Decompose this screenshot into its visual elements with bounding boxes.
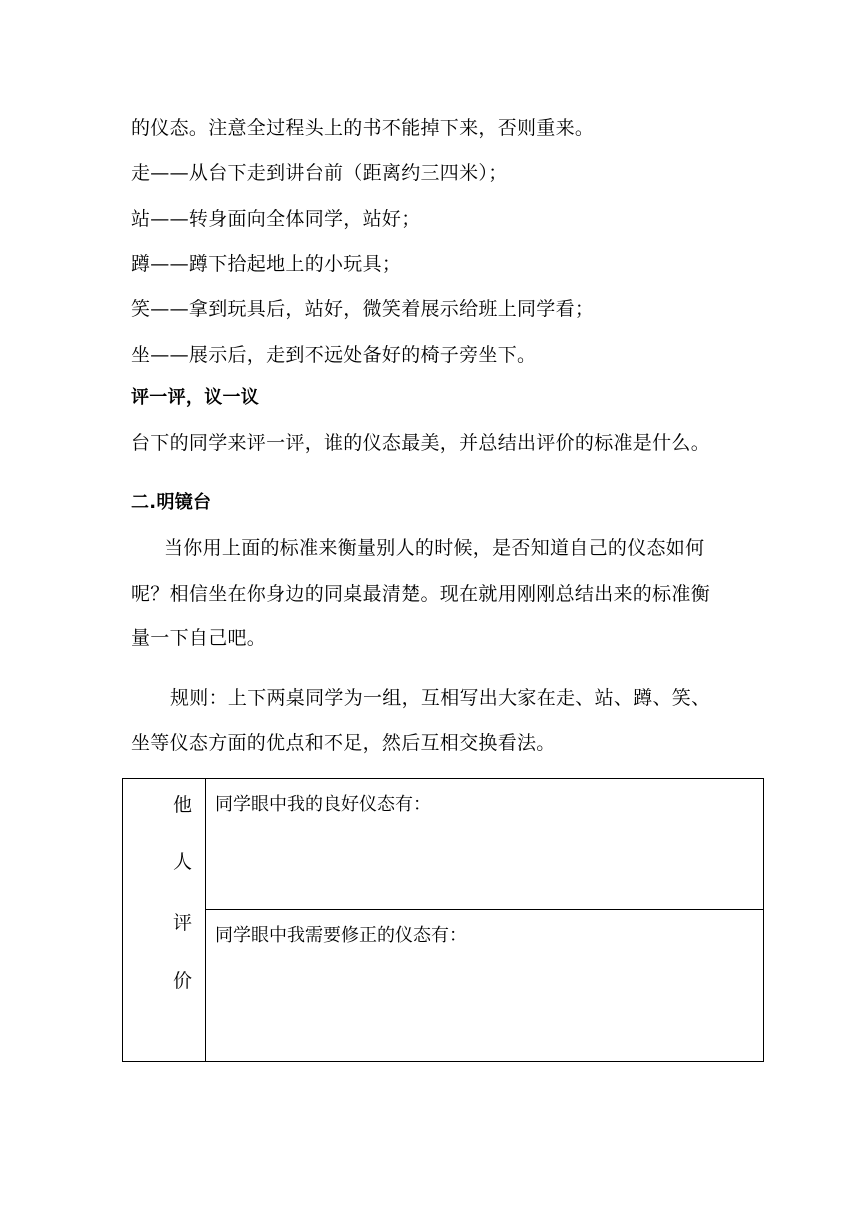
side-char: 他 <box>173 794 193 816</box>
side-char: 评 <box>173 912 193 934</box>
rule-line: 坐等仪态方面的优点和不足，然后互相交换看法。 <box>131 732 556 754</box>
mirror-heading: 二.明镜台 <box>131 492 212 513</box>
good-manner-box[interactable] <box>206 779 764 910</box>
evaluation-side-label <box>123 779 206 1062</box>
fix-manner-label: 同学眼中我需要修正的仪态有： <box>215 925 467 946</box>
good-manner-label: 同学眼中我的良好仪态有： <box>215 794 431 815</box>
mirror-paragraph-line: 呢？相信坐在你身边的同桌最清楚。现在就用刚刚总结出来的标准衡 <box>131 583 711 605</box>
activity-intro-line: 的仪态。注意全过程头上的书不能掉下来，否则重来。 <box>131 117 595 139</box>
activity-sit-line: 坐——展示后，走到不远处备好的椅子旁坐下。 <box>131 344 537 366</box>
mirror-paragraph-line: 量一下自己吧。 <box>131 627 267 649</box>
activity-squat-line: 蹲——蹲下拾起地上的小玩具； <box>131 253 402 275</box>
mirror-paragraph-line: 当你用上面的标准来衡量别人的时候，是否知道自己的仪态如何 <box>164 537 705 559</box>
activity-stand-line: 站——转身面向全体同学，站好； <box>131 208 421 230</box>
rule-line: 规则：上下两桌同学为一组，互相写出大家在走、站、蹲、笑、 <box>170 687 711 709</box>
review-text: 台下的同学来评一评，谁的仪态最美，并总结出评价的标准是什么。 <box>131 432 711 454</box>
activity-smile-line: 笑——拿到玩具后，站好，微笑着展示给班上同学看； <box>131 298 595 320</box>
activity-walk-line: 走——从台下走到讲台前（距离约三四米）； <box>131 162 508 184</box>
review-heading: 评一评，议一议 <box>131 387 260 408</box>
side-char: 人 <box>173 851 193 873</box>
fix-manner-box[interactable] <box>206 910 764 1062</box>
peer-evaluation-table <box>122 778 764 1062</box>
side-char: 价 <box>173 970 193 992</box>
